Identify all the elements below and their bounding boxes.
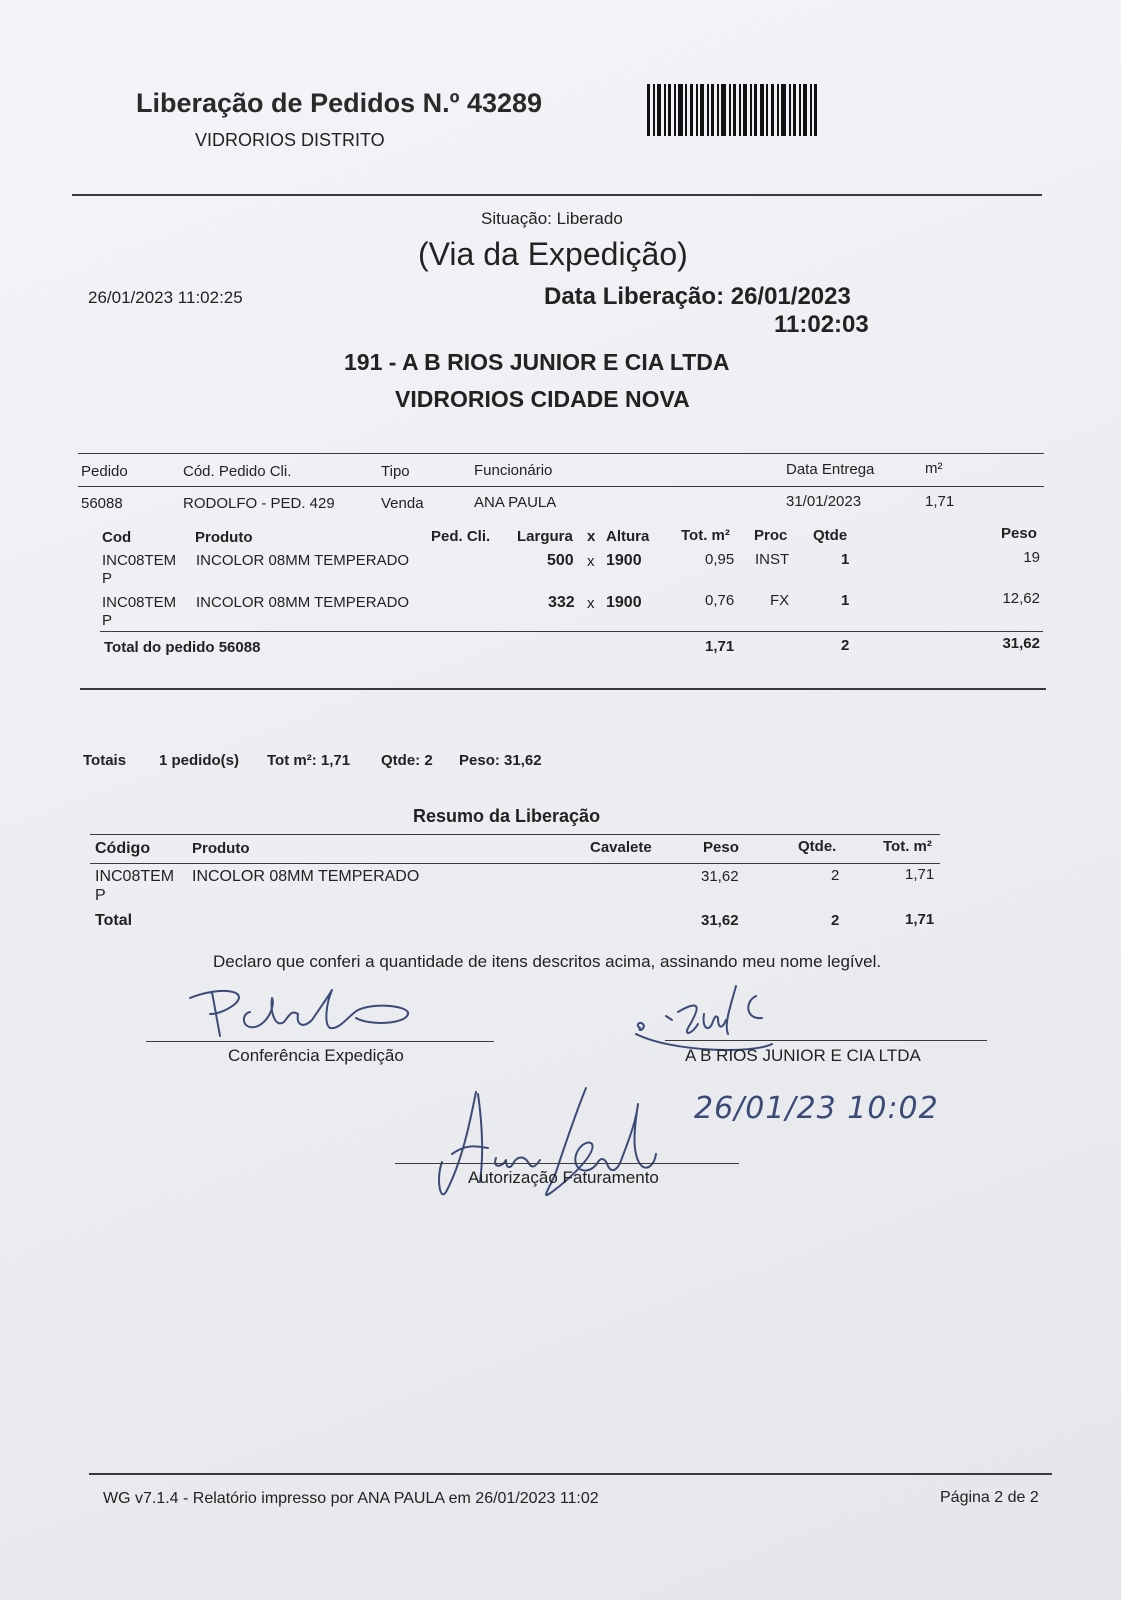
- order-total-label: Total do pedido 56088: [104, 639, 261, 656]
- declaration-text: Declaro que conferi a quantidade de itens descritos acima, assinando meu nome legível.: [213, 952, 882, 971]
- resumo-row-produto: INCOLOR 08MM TEMPERADO: [192, 868, 420, 885]
- order-total-m2: 1,71: [705, 638, 735, 655]
- totals-pedidos: 1 pedido(s): [159, 752, 240, 769]
- col-funcionario: Funcionário: [474, 462, 553, 479]
- resumo-row-codigo: INC08TEM: [95, 868, 175, 885]
- col-pedido: Pedido: [81, 463, 128, 480]
- signature-line-conferencia: [146, 1041, 494, 1042]
- resumo-header-line: [90, 863, 940, 864]
- item-row-1-largura: 500: [547, 552, 574, 569]
- resumo-total-peso: 31,62: [701, 912, 739, 929]
- item-row-2-largura: 332: [548, 594, 575, 611]
- resumo-col-peso: Peso: [703, 839, 739, 856]
- resumo-row-tot-m2: 1,71: [905, 866, 935, 883]
- item-row-1-cod-cont: P: [102, 570, 113, 587]
- handwritten-date: 26/01/23 10:02: [694, 1091, 939, 1126]
- resumo-row-codigo-cont: P: [95, 887, 106, 904]
- footer-printed-by: WG v7.1.4 - Relatório impresso por ANA PAULA em 26/01/2023 11:02: [103, 1490, 599, 1507]
- order-header-top-line: [78, 453, 1044, 454]
- document-subtitle: VIDRORIOS DISTRITO: [195, 130, 385, 150]
- resumo-total-label: Total: [95, 912, 133, 929]
- item-row-2-proc: FX: [770, 592, 790, 609]
- totals-qtde: Qtde: 2: [381, 752, 433, 769]
- document-title: Liberação de Pedidos N.º 43289: [136, 88, 543, 118]
- cod-pedido-cli: RODOLFO - PED. 429: [183, 495, 335, 512]
- resumo-col-tot-m2: Tot. m²: [883, 838, 932, 855]
- signature-line-client: [665, 1040, 987, 1041]
- order-header-mid-line: [78, 486, 1044, 487]
- resumo-row-qtde: 2: [831, 867, 840, 884]
- items-col-produto: Produto: [195, 529, 253, 546]
- pedido-number: 56088: [81, 495, 123, 512]
- item-row-2-peso: 12,62: [1002, 590, 1040, 607]
- header-divider: [72, 194, 1042, 196]
- items-col-altura: Altura: [606, 528, 650, 545]
- resumo-total-m2: 1,71: [905, 911, 935, 928]
- printed-timestamp: 26/01/2023 11:02:25: [88, 288, 243, 307]
- signature-line-autorizacao: [395, 1163, 739, 1164]
- resumo-col-cavalete: Cavalete: [590, 839, 652, 856]
- item-row-1-proc: INST: [755, 551, 790, 568]
- item-row-1-tot-m2: 0,95: [705, 551, 735, 568]
- totals-peso: Peso: 31,62: [459, 752, 542, 769]
- funcionario-value: ANA PAULA: [474, 494, 557, 511]
- items-col-proc: Proc: [754, 527, 788, 544]
- order-total-qtde: 2: [841, 637, 850, 654]
- item-row-2-cod-cont: P: [102, 612, 113, 629]
- items-col-qtde: Qtde: [813, 527, 848, 544]
- item-row-1-qtde: 1: [841, 551, 850, 568]
- item-row-1-altura: 1900: [606, 552, 642, 569]
- order-total-line: [100, 631, 1043, 632]
- col-m2: m²: [925, 460, 943, 477]
- footer-page-number: Página 2 de 2: [940, 1489, 1039, 1506]
- via-label: (Via da Expedição): [418, 236, 688, 272]
- items-col-x: x: [587, 528, 596, 545]
- release-time: 11:02:03: [774, 311, 869, 338]
- items-col-largura: Largura: [517, 528, 573, 545]
- item-row-2-cod: INC08TEM: [102, 594, 177, 611]
- items-col-peso: Peso: [1001, 525, 1037, 542]
- item-row-2-altura: 1900: [606, 594, 642, 611]
- col-cod-pedido-cli: Cód. Pedido Cli.: [183, 463, 292, 480]
- resumo-row-peso: 31,62: [701, 868, 739, 885]
- item-row-1-peso: 19: [1023, 549, 1040, 566]
- signature-autorizacao: [436, 1082, 666, 1207]
- signature-label-conferencia: Conferência Expedição: [228, 1046, 404, 1065]
- release-date: Data Liberação: 26/01/2023: [544, 283, 851, 310]
- order-section-bottom-line: [80, 688, 1046, 690]
- item-row-1-cod: INC08TEM: [102, 552, 177, 569]
- totals-m2: Tot m²: 1,71: [267, 752, 351, 769]
- status-situacao: Situação: Liberado: [481, 209, 623, 228]
- col-data-entrega: Data Entrega: [786, 461, 875, 478]
- client-name: 191 - A B RIOS JUNIOR E CIA LTDA: [344, 349, 730, 375]
- items-col-ped-cli: Ped. Cli.: [431, 528, 491, 545]
- barcode: [647, 84, 817, 136]
- item-row-2-x: x: [587, 595, 595, 612]
- items-col-tot-m2: Tot. m²: [681, 527, 730, 544]
- item-row-2-qtde: 1: [841, 592, 850, 609]
- resumo-total-qtde: 2: [831, 912, 840, 929]
- data-entrega-value: 31/01/2023: [786, 493, 862, 510]
- m2-value: 1,71: [925, 493, 955, 510]
- resumo-col-produto: Produto: [192, 840, 250, 857]
- col-tipo: Tipo: [381, 463, 410, 480]
- footer-line: [89, 1473, 1052, 1475]
- item-row-2-produto: INCOLOR 08MM TEMPERADO: [196, 594, 410, 611]
- signature-label-client: A B RIOS JUNIOR E CIA LTDA: [685, 1046, 921, 1065]
- item-row-1-produto: INCOLOR 08MM TEMPERADO: [196, 552, 410, 569]
- client-store: VIDRORIOS CIDADE NOVA: [395, 386, 690, 412]
- resumo-col-qtde: Qtde.: [798, 838, 837, 855]
- resumo-title: Resumo da Liberação: [413, 806, 601, 826]
- items-col-cod: Cod: [102, 529, 132, 546]
- item-row-1-x: x: [587, 553, 595, 570]
- tipo-value: Venda: [381, 495, 424, 512]
- order-total-peso: 31,62: [1002, 635, 1040, 652]
- signature-label-autorizacao: Autorização Faturamento: [468, 1168, 659, 1187]
- resumo-top-line: [90, 834, 940, 835]
- signature-conferencia: [180, 984, 430, 1044]
- resumo-col-codigo: Código: [95, 840, 151, 857]
- item-row-2-tot-m2: 0,76: [705, 592, 735, 609]
- totals-label: Totais: [83, 752, 127, 769]
